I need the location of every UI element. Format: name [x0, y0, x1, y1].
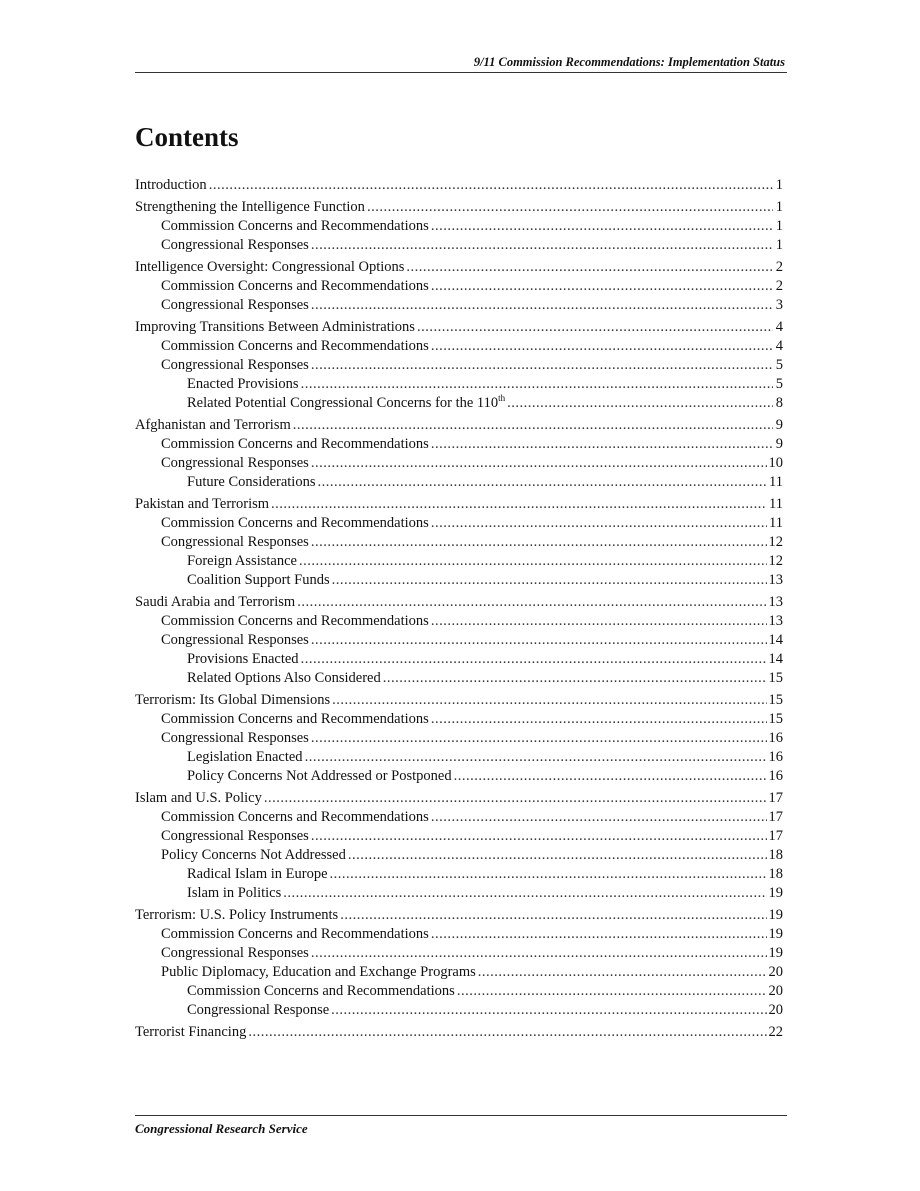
toc-entry-label-text: Commission Concerns and Recommendations	[161, 278, 429, 294]
toc-entry-page-number: 18	[768, 866, 783, 882]
dot-leader	[332, 571, 767, 590]
toc-entry[interactable]	[135, 808, 783, 827]
toc-entry-label-text: Radical Islam in Europe	[187, 866, 328, 882]
toc-entry-label	[161, 236, 309, 255]
toc-entry-page-number: 8	[775, 395, 783, 411]
toc-entry[interactable]	[135, 394, 783, 413]
toc-entry[interactable]	[135, 258, 783, 277]
toc-entry[interactable]	[135, 650, 783, 669]
toc-entry-label	[187, 982, 455, 1001]
toc-entry-page-number: 3	[775, 297, 783, 313]
toc-entry[interactable]	[135, 767, 783, 786]
toc-entry-label	[187, 884, 281, 903]
toc-entry[interactable]	[135, 865, 783, 884]
toc-entry[interactable]	[135, 963, 783, 982]
toc-entry[interactable]	[135, 236, 783, 255]
page-header	[135, 52, 787, 73]
toc-entry[interactable]	[135, 669, 783, 688]
toc-entry-page-number: 15	[768, 692, 783, 708]
toc-entry-page-number: 13	[768, 572, 783, 588]
toc-entry-page-number: 2	[775, 259, 783, 275]
toc-entry-label-text: Policy Concerns Not Addressed or Postponed	[187, 768, 452, 784]
toc-entry-page-number: 17	[768, 809, 783, 825]
toc-entry[interactable]	[135, 495, 783, 514]
toc-entry-label-text: Commission Concerns and Recommendations	[161, 613, 429, 629]
toc-entry-page-number: 19	[768, 926, 783, 942]
toc-entry-label-text: Commission Concerns and Recommendations	[161, 218, 429, 234]
toc-entry-label	[135, 906, 338, 925]
toc-entry-page-number: 10	[768, 455, 783, 471]
toc-entry-label	[161, 337, 429, 356]
toc-entry[interactable]	[135, 435, 783, 454]
toc-entry-label	[161, 710, 429, 729]
toc-entry-page-number: 16	[768, 749, 783, 765]
toc-entry-page-number: 1	[775, 218, 783, 234]
toc-entry-label	[161, 435, 429, 454]
dot-leader	[348, 846, 767, 865]
toc-entry-label-text: Commission Concerns and Recommendations	[161, 809, 429, 825]
toc-entry-label-text: Afghanistan and Terrorism	[135, 417, 291, 433]
toc-entry-page-number: 12	[768, 553, 783, 569]
toc-entry-label-text: Pakistan and Terrorism	[135, 496, 270, 512]
toc-entry-label	[135, 198, 365, 217]
dot-leader	[311, 296, 773, 315]
toc-entry-page-number: 16	[768, 730, 783, 746]
toc-entry-label-text: Islam in Politics	[187, 885, 282, 901]
dot-leader	[406, 258, 773, 277]
toc-entry-label	[161, 217, 429, 236]
toc-entry-label-text: Related Options Also Considered	[187, 670, 381, 686]
toc-entry-label	[161, 925, 429, 944]
toc-entry[interactable]	[135, 198, 783, 217]
toc-entry[interactable]	[135, 710, 783, 729]
toc-entry[interactable]	[135, 1023, 783, 1042]
toc-entry-label-text: Future Considerations	[187, 474, 316, 490]
dot-leader	[301, 375, 773, 394]
toc-entry-label	[187, 473, 315, 492]
toc-entry-page-number: 17	[768, 828, 783, 844]
toc-entry-page-number: 5	[775, 376, 783, 392]
dot-leader	[311, 827, 767, 846]
dot-leader	[209, 176, 773, 195]
toc-entry-label-text: Congressional Responses	[161, 534, 309, 550]
toc-entry-label	[135, 318, 415, 337]
toc-entry-page-number: 20	[768, 1002, 783, 1018]
toc-entry[interactable]	[135, 691, 783, 710]
toc-entry[interactable]	[135, 982, 783, 1001]
toc-entry-page-number: 15	[768, 670, 783, 686]
toc-entry-label	[161, 631, 309, 650]
toc-entry-page-number: 14	[768, 651, 783, 667]
dot-leader	[299, 552, 767, 571]
dot-leader	[297, 593, 766, 612]
toc-entry-label	[161, 454, 309, 473]
toc-entry-page-number: 19	[768, 885, 783, 901]
toc-entry-label-text: Intelligence Oversight: Congressional Options	[135, 259, 405, 275]
toc-entry-label-text: Coalition Support Funds	[187, 572, 330, 588]
dot-leader	[431, 337, 773, 356]
toc-entry[interactable]	[135, 296, 783, 315]
toc-entry-superscript: th	[498, 393, 506, 404]
toc-entry[interactable]	[135, 217, 783, 236]
toc-entry[interactable]	[135, 593, 783, 612]
toc-entry[interactable]	[135, 416, 783, 435]
dot-leader	[311, 533, 767, 552]
toc-entry-label	[161, 277, 429, 296]
toc-entry[interactable]	[135, 356, 783, 375]
dot-leader	[264, 789, 767, 808]
toc-entry-label-text: Saudi Arabia and Terrorism	[135, 594, 296, 610]
toc-entry-label	[187, 650, 299, 669]
dot-leader	[431, 612, 767, 631]
toc-entry-page-number: 9	[775, 417, 783, 433]
footer-source: Congressional Research Service	[135, 1121, 308, 1136]
toc-entry[interactable]	[135, 1001, 783, 1020]
toc-entry[interactable]	[135, 612, 783, 631]
toc-entry-label	[135, 416, 291, 435]
toc-entry[interactable]	[135, 631, 783, 650]
toc-entry-label-text: Commission Concerns and Recommendations	[161, 436, 429, 452]
toc-entry-label	[187, 375, 299, 394]
toc-entry-label	[161, 612, 429, 631]
toc-entry[interactable]	[135, 789, 783, 808]
toc-entry-label-text: Terrorism: U.S. Policy Instruments	[135, 907, 339, 923]
toc-entry-label-text: Legislation Enacted	[187, 749, 303, 765]
dot-leader	[431, 514, 767, 533]
dot-leader	[293, 416, 773, 435]
toc-entry-label	[187, 394, 505, 413]
toc-entry-label-text: Commission Concerns and Recommendations	[161, 338, 429, 354]
toc-entry-page-number: 4	[775, 338, 783, 354]
toc-entry-page-number: 14	[768, 632, 783, 648]
toc-entry-label	[161, 846, 346, 865]
toc-entry[interactable]	[135, 571, 783, 590]
toc-entry-label	[161, 963, 476, 982]
dot-leader	[431, 925, 767, 944]
toc-entry-label-text: Enacted Provisions	[187, 376, 299, 392]
toc-entry-label	[135, 495, 269, 514]
toc-entry[interactable]	[135, 729, 783, 748]
dot-leader	[431, 808, 767, 827]
toc-entry-label-text: Policy Concerns Not Addressed	[161, 847, 346, 863]
dot-leader	[311, 356, 773, 375]
dot-leader	[305, 748, 767, 767]
toc-entry-label-text: Congressional Responses	[161, 455, 309, 471]
toc-entry-label	[187, 1001, 329, 1020]
dot-leader	[332, 691, 766, 710]
toc-entry-label-text: Terrorism: Its Global Dimensions	[135, 692, 331, 708]
toc-entry[interactable]	[135, 318, 783, 337]
dot-leader	[283, 884, 766, 903]
toc-entry-label-text: Congressional Responses	[161, 945, 309, 961]
toc-entry-label-text: Congressional Responses	[161, 730, 309, 746]
toc-entry[interactable]	[135, 906, 783, 925]
toc-entry-label	[161, 827, 309, 846]
toc-entry-page-number: 20	[768, 983, 783, 999]
dot-leader	[311, 454, 767, 473]
toc-entry-label	[135, 258, 404, 277]
toc-entry-label	[135, 593, 295, 612]
toc-entry-label	[135, 691, 330, 710]
dot-leader	[331, 1001, 766, 1020]
toc-entry[interactable]	[135, 944, 783, 963]
toc-entry-page-number: 2	[775, 278, 783, 294]
toc-entry-label-text: Congressional Responses	[161, 632, 309, 648]
dot-leader	[457, 982, 767, 1001]
toc-entry[interactable]	[135, 454, 783, 473]
toc-entry[interactable]	[135, 846, 783, 865]
toc-entry-label-text: Related Potential Congressional Concerns for the 110	[187, 395, 499, 411]
toc-entry[interactable]	[135, 473, 783, 492]
toc-entry-label	[161, 808, 429, 827]
toc-entry-page-number: 11	[769, 515, 783, 531]
toc-entry-label-text: Terrorist Financing	[135, 1024, 247, 1040]
toc-entry-label-text: Congressional Responses	[161, 297, 309, 313]
toc-entry-label-text: Commission Concerns and Recommendations	[187, 983, 455, 999]
toc-entry[interactable]	[135, 375, 783, 394]
toc-entry-label	[187, 748, 303, 767]
toc-entry-label	[161, 944, 309, 963]
toc-entry-page-number: 20	[768, 964, 783, 980]
running-title: 9/11 Commission Recommendations: Implementation Status	[473, 55, 785, 69]
toc-entry-label-text: Congressional Responses	[161, 357, 309, 373]
toc-entry-label	[135, 176, 207, 195]
dot-leader	[431, 277, 773, 296]
toc-entry-page-number: 9	[775, 436, 783, 452]
dot-leader	[367, 198, 773, 217]
page-footer	[135, 1115, 787, 1137]
toc-entry-page-number: 17	[768, 790, 783, 806]
toc-entry-label-text: Islam and U.S. Policy	[135, 790, 262, 806]
toc-entry[interactable]	[135, 884, 783, 903]
dot-leader	[311, 729, 767, 748]
dot-leader	[317, 473, 767, 492]
dot-leader	[311, 944, 767, 963]
dot-leader	[507, 394, 773, 413]
toc-entry-page-number: 1	[775, 199, 783, 215]
toc-entry[interactable]	[135, 827, 783, 846]
toc-entry-label	[187, 865, 328, 884]
toc-entry-label	[161, 514, 429, 533]
toc-entry-label	[135, 789, 262, 808]
toc-entry-label	[161, 296, 309, 315]
toc-entry-page-number: 1	[775, 177, 783, 193]
toc-entry-page-number: 15	[768, 711, 783, 727]
toc-entry[interactable]	[135, 748, 783, 767]
dot-leader	[311, 236, 773, 255]
toc-entry-label-text: Congressional Responses	[161, 828, 309, 844]
toc-entry-label	[161, 356, 309, 375]
toc-entry-page-number: 4	[775, 319, 783, 335]
toc-entry[interactable]	[135, 533, 783, 552]
dot-leader	[330, 865, 767, 884]
dot-leader	[271, 495, 767, 514]
toc-entry-page-number: 11	[769, 496, 783, 512]
toc-entry-label-text: Commission Concerns and Recommendations	[161, 515, 429, 531]
toc-entry-label-text: Provisions Enacted	[187, 651, 299, 667]
toc-entry-page-number: 13	[768, 613, 783, 629]
toc-entry-label	[187, 767, 452, 786]
toc-entry-page-number: 1	[775, 237, 783, 253]
toc-entry-label-text: Introduction	[135, 177, 207, 193]
toc-entry-page-number: 11	[769, 474, 783, 490]
toc-entry-label-text: Commission Concerns and Recommendations	[161, 711, 429, 727]
toc-entry[interactable]	[135, 176, 783, 195]
toc-entry-page-number: 18	[768, 847, 783, 863]
dot-leader	[340, 906, 766, 925]
page-title: Contents	[135, 122, 239, 152]
dot-leader	[431, 435, 773, 454]
toc-entry-page-number: 5	[775, 357, 783, 373]
toc-entry-label-text: Improving Transitions Between Administrations	[135, 319, 415, 335]
dot-leader	[248, 1023, 766, 1042]
dot-leader	[431, 217, 773, 236]
toc-entry-label	[187, 552, 297, 571]
toc-entry[interactable]	[135, 925, 783, 944]
toc-entry-label	[161, 729, 309, 748]
toc-entry-page-number: 16	[768, 768, 783, 784]
table-of-contents	[135, 176, 783, 1042]
dot-leader	[301, 650, 767, 669]
toc-entry-page-number: 22	[768, 1024, 783, 1040]
toc-entry-label-text: Public Diplomacy, Education and Exchange Programs	[161, 964, 476, 980]
dot-leader	[431, 710, 767, 729]
toc-entry[interactable]	[135, 337, 783, 356]
toc-entry-label-text: Congressional Response	[187, 1002, 330, 1018]
toc-entry-label	[161, 533, 309, 552]
toc-entry[interactable]	[135, 277, 783, 296]
dot-leader	[383, 669, 767, 688]
toc-entry-label-text: Commission Concerns and Recommendations	[161, 926, 429, 942]
toc-entry[interactable]	[135, 514, 783, 533]
toc-entry-label	[135, 1023, 246, 1042]
toc-entry-page-number: 13	[768, 594, 783, 610]
toc-entry-label-text: Congressional Responses	[161, 237, 309, 253]
toc-entry-page-number: 19	[768, 945, 783, 961]
toc-entry-page-number: 19	[768, 907, 783, 923]
toc-entry-label-text: Foreign Assistance	[187, 553, 297, 569]
toc-entry-label-text: Strengthening the Intelligence Function	[135, 199, 365, 215]
toc-entry-label	[187, 669, 381, 688]
dot-leader	[454, 767, 767, 786]
toc-entry-page-number: 12	[768, 534, 783, 550]
toc-entry-label	[187, 571, 330, 590]
toc-entry[interactable]	[135, 552, 783, 571]
dot-leader	[417, 318, 773, 337]
dot-leader	[311, 631, 767, 650]
dot-leader	[478, 963, 767, 982]
